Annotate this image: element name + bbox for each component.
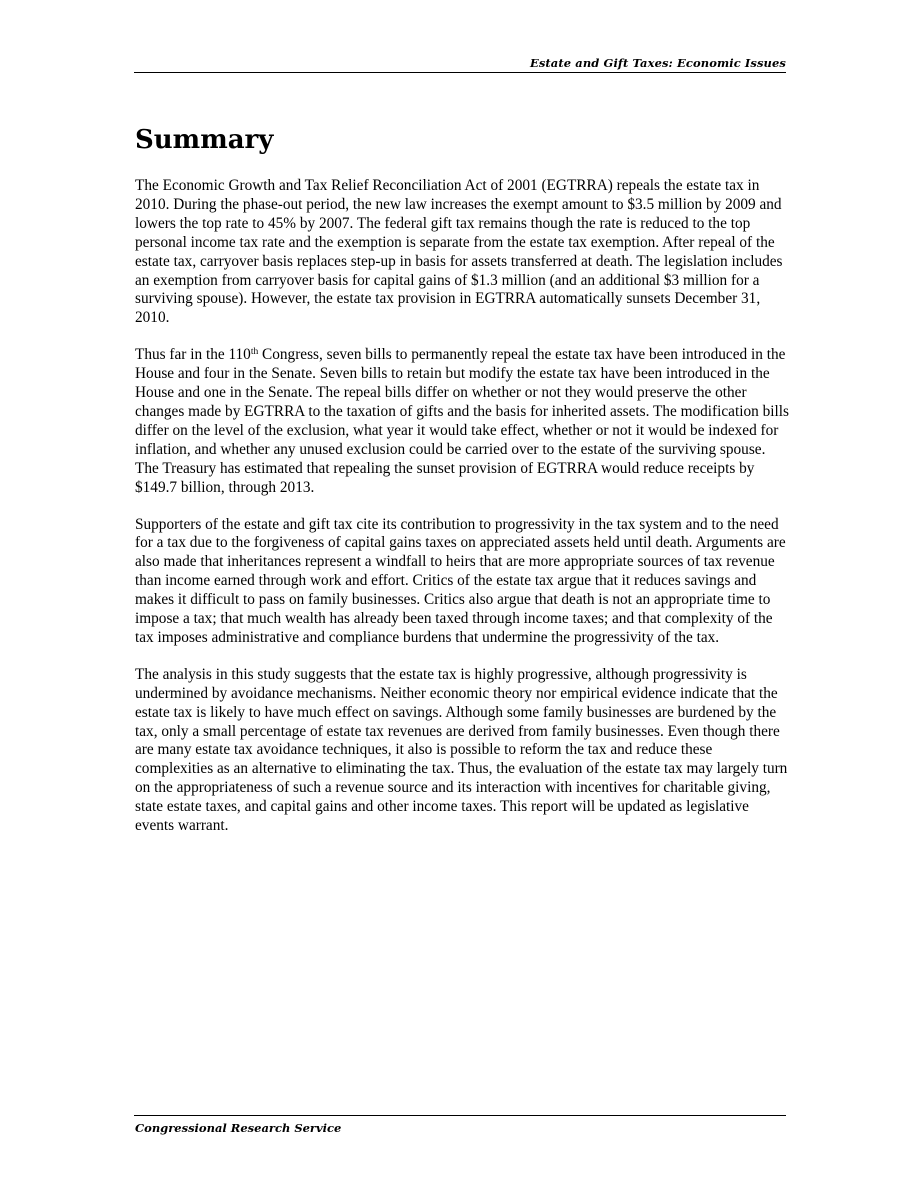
header-divider <box>134 72 786 73</box>
running-header-title: Estate and Gift Taxes: Economic Issues <box>529 56 786 70</box>
ordinal-superscript: th <box>250 347 259 358</box>
paragraph-110th-congress-bills <box>135 346 791 497</box>
paragraph-supporters-and-critics: Supporters of the estate and gift tax cite its contribution to progressivity in the tax system and to the need for a tax due to the forgiveness of capital gains taxes on appreciated assets held until death. Arguments are also made that inheritances represent a windfall to heirs that are more appropriate sources of tax revenue than income earned through work and effort. Critics of the estate tax argue that it reduces savings and makes it difficult to pass on family businesses. Critics also argue that death is not an appropriate time to impose a tax; that much wealth has already been taxed through income taxes; and that complexity of the tax imposes administrative and compliance burdens that undermine the progressivity of the tax. <box>135 515 786 646</box>
footer-publisher: Congressional Research Service <box>135 1121 342 1135</box>
paragraph-egtrra-overview: The Economic Growth and Tax Relief Reconciliation Act of 2001 (EGTRRA) repeals the estate tax in 2010. During the phase-out period, the new law increases the exempt amount to $3.5 million by 2009 and lowers the top rate to 45% by 2007. The federal gift tax remains though the rate is reduced to the top personal income tax rate and the exemption is separate from the estate tax exemption. After repeal of the estate tax, carryover basis replaces step-up in basis for assets transferred at death. The legislation includes an exemption from carryover basis for capital gains of $1.3 million (and an additional $3 million for a surviving spouse). However, the estate tax provision in EGTRRA automatically sunsets December 31, 2010. <box>135 177 783 327</box>
footer-divider <box>134 1115 786 1116</box>
paragraph-text-start: Thus far in the 110 <box>135 346 251 364</box>
paragraph-analysis: The analysis in this study suggests that the estate tax is highly progressive, although progressivity is undermined by avoidance mechanisms. Neither economic theory nor empirical evidence indicate that the estate tax is likely to have much effect on savings. Although some family businesses are burdened by the tax, only a small percentage of estate tax revenues are derived from family businesses. Even though there are many estate tax avoidance techniques, it also is possible to reform the tax and reduce these complexities as an alternative to eliminating the tax. Thus, the evaluation of the estate tax may largely turn on the appropriateness of such a revenue source and its interaction with incentives for charitable giving, state estate taxes, and capital gains and other income taxes. This report will be updated as legislative events warrant. <box>135 665 788 835</box>
summary-body <box>135 177 791 854</box>
paragraph-text-end: Congress, seven bills to permanently repeal the estate tax have been introduced in the House and four in the Senate. Seven bills to retain but modify the estate tax have been introduced in the House and one in the Senate. The repeal bills differ on whether or not they would preserve the other changes made by EGTRRA to the taxation of gifts and the basis for inherited assets. The modification bills differ on the level of the exclusion, what year it would take effect, whether or not it would be indexed for inflation, and whether any unused exclusion could be carried over to the estate of the surviving spouse. The Treasury has estimated that repealing the sunset provision of EGTRRA would reduce receipts by $149.7 billion, through 2013. <box>135 346 789 496</box>
section-title: Summary <box>135 125 274 155</box>
